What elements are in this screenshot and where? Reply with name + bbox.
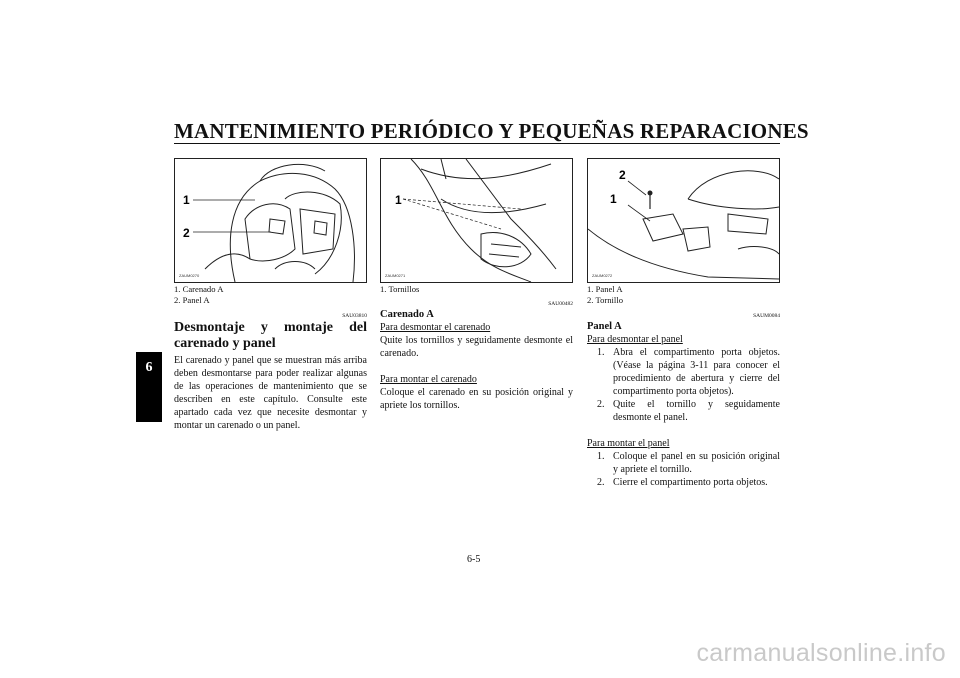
section-code: SAU00482 (548, 301, 573, 307)
header-rule (174, 143, 780, 144)
caption-item: 1. Panel A (587, 284, 623, 294)
figure-captions (174, 284, 223, 306)
column-2 (380, 308, 573, 412)
section-heading: Panel A (587, 321, 622, 332)
section-code: SAUM0084 (753, 313, 780, 319)
list-item: 2. Quite el tornillo y seguidamente desmonte el panel. (597, 399, 780, 423)
section-code: SAU03810 (342, 313, 367, 319)
figure-code: ZAUM0270 (179, 273, 200, 278)
figure-panel-tornillo (587, 158, 780, 283)
section-heading: Desmontaje y montaje del carenado y panel (174, 320, 367, 351)
scooter-front-illustration (175, 159, 366, 282)
page-title: MANTENIMIENTO PERIÓDICO Y PEQUEÑAS REPARACIONES (174, 119, 809, 143)
list-item: 1. Abra el compartimento porta objetos.(Véase la página 3-11 para conocer el procedimiento de abertura y cierre del compartimento porta objetos). (597, 347, 780, 397)
caption-item: 2. Tornillo (587, 295, 624, 305)
figure-carenado-panel (174, 158, 367, 283)
figure-label: 1 (610, 192, 617, 206)
section-body: El carenado y panel que se muestran más arriba deben desmontarse para poder realizar algunas de las operaciones de mantenimiento que se describen en este capítulo. Consulte este apartado cada vez que necesite desmontar y montar un carenado o un panel. (174, 355, 367, 431)
caption-item: 1. Tornillos (380, 284, 420, 294)
list-item: 2. Cierre el compartimento porta objetos. (597, 477, 768, 488)
figure-label: 2 (619, 168, 626, 182)
caption-item: 1. Carenado A (174, 284, 224, 294)
section-heading: Carenado A (380, 309, 434, 320)
subheading: Para montar el panel (587, 438, 670, 449)
subheading: Para desmontar el carenado (380, 322, 491, 333)
page-number: 6-5 (467, 554, 481, 565)
caption-item: 2. Panel A (174, 295, 210, 305)
paragraph: Coloque el carenado en su posición original y apriete los tornillos. (380, 387, 573, 411)
scooter-seat-panel-illustration (588, 159, 779, 282)
watermark: carmanualsonline.info (696, 639, 946, 667)
figure-code: ZAUM0272 (592, 273, 613, 278)
figure-captions (380, 284, 419, 295)
list-item: 1. Coloque el panel en su posición original y apriete el tornillo. (597, 451, 780, 475)
subheading: Para montar el carenado (380, 374, 477, 385)
figure-captions (587, 284, 623, 306)
figure-label: 1 (183, 193, 190, 207)
column-3 (587, 320, 780, 489)
column-1 (174, 320, 367, 432)
paragraph: Quite los tornillos y seguidamente desmonte el carenado. (380, 335, 573, 359)
figure-label: 2 (183, 226, 190, 240)
scooter-front-cowl-illustration (381, 159, 572, 282)
subheading: Para desmontar el panel (587, 334, 683, 345)
figure-tornillos (380, 158, 573, 283)
figure-label: 1 (395, 193, 402, 207)
figure-code: ZAUM0271 (385, 273, 406, 278)
chapter-tab: 6 (136, 352, 162, 422)
